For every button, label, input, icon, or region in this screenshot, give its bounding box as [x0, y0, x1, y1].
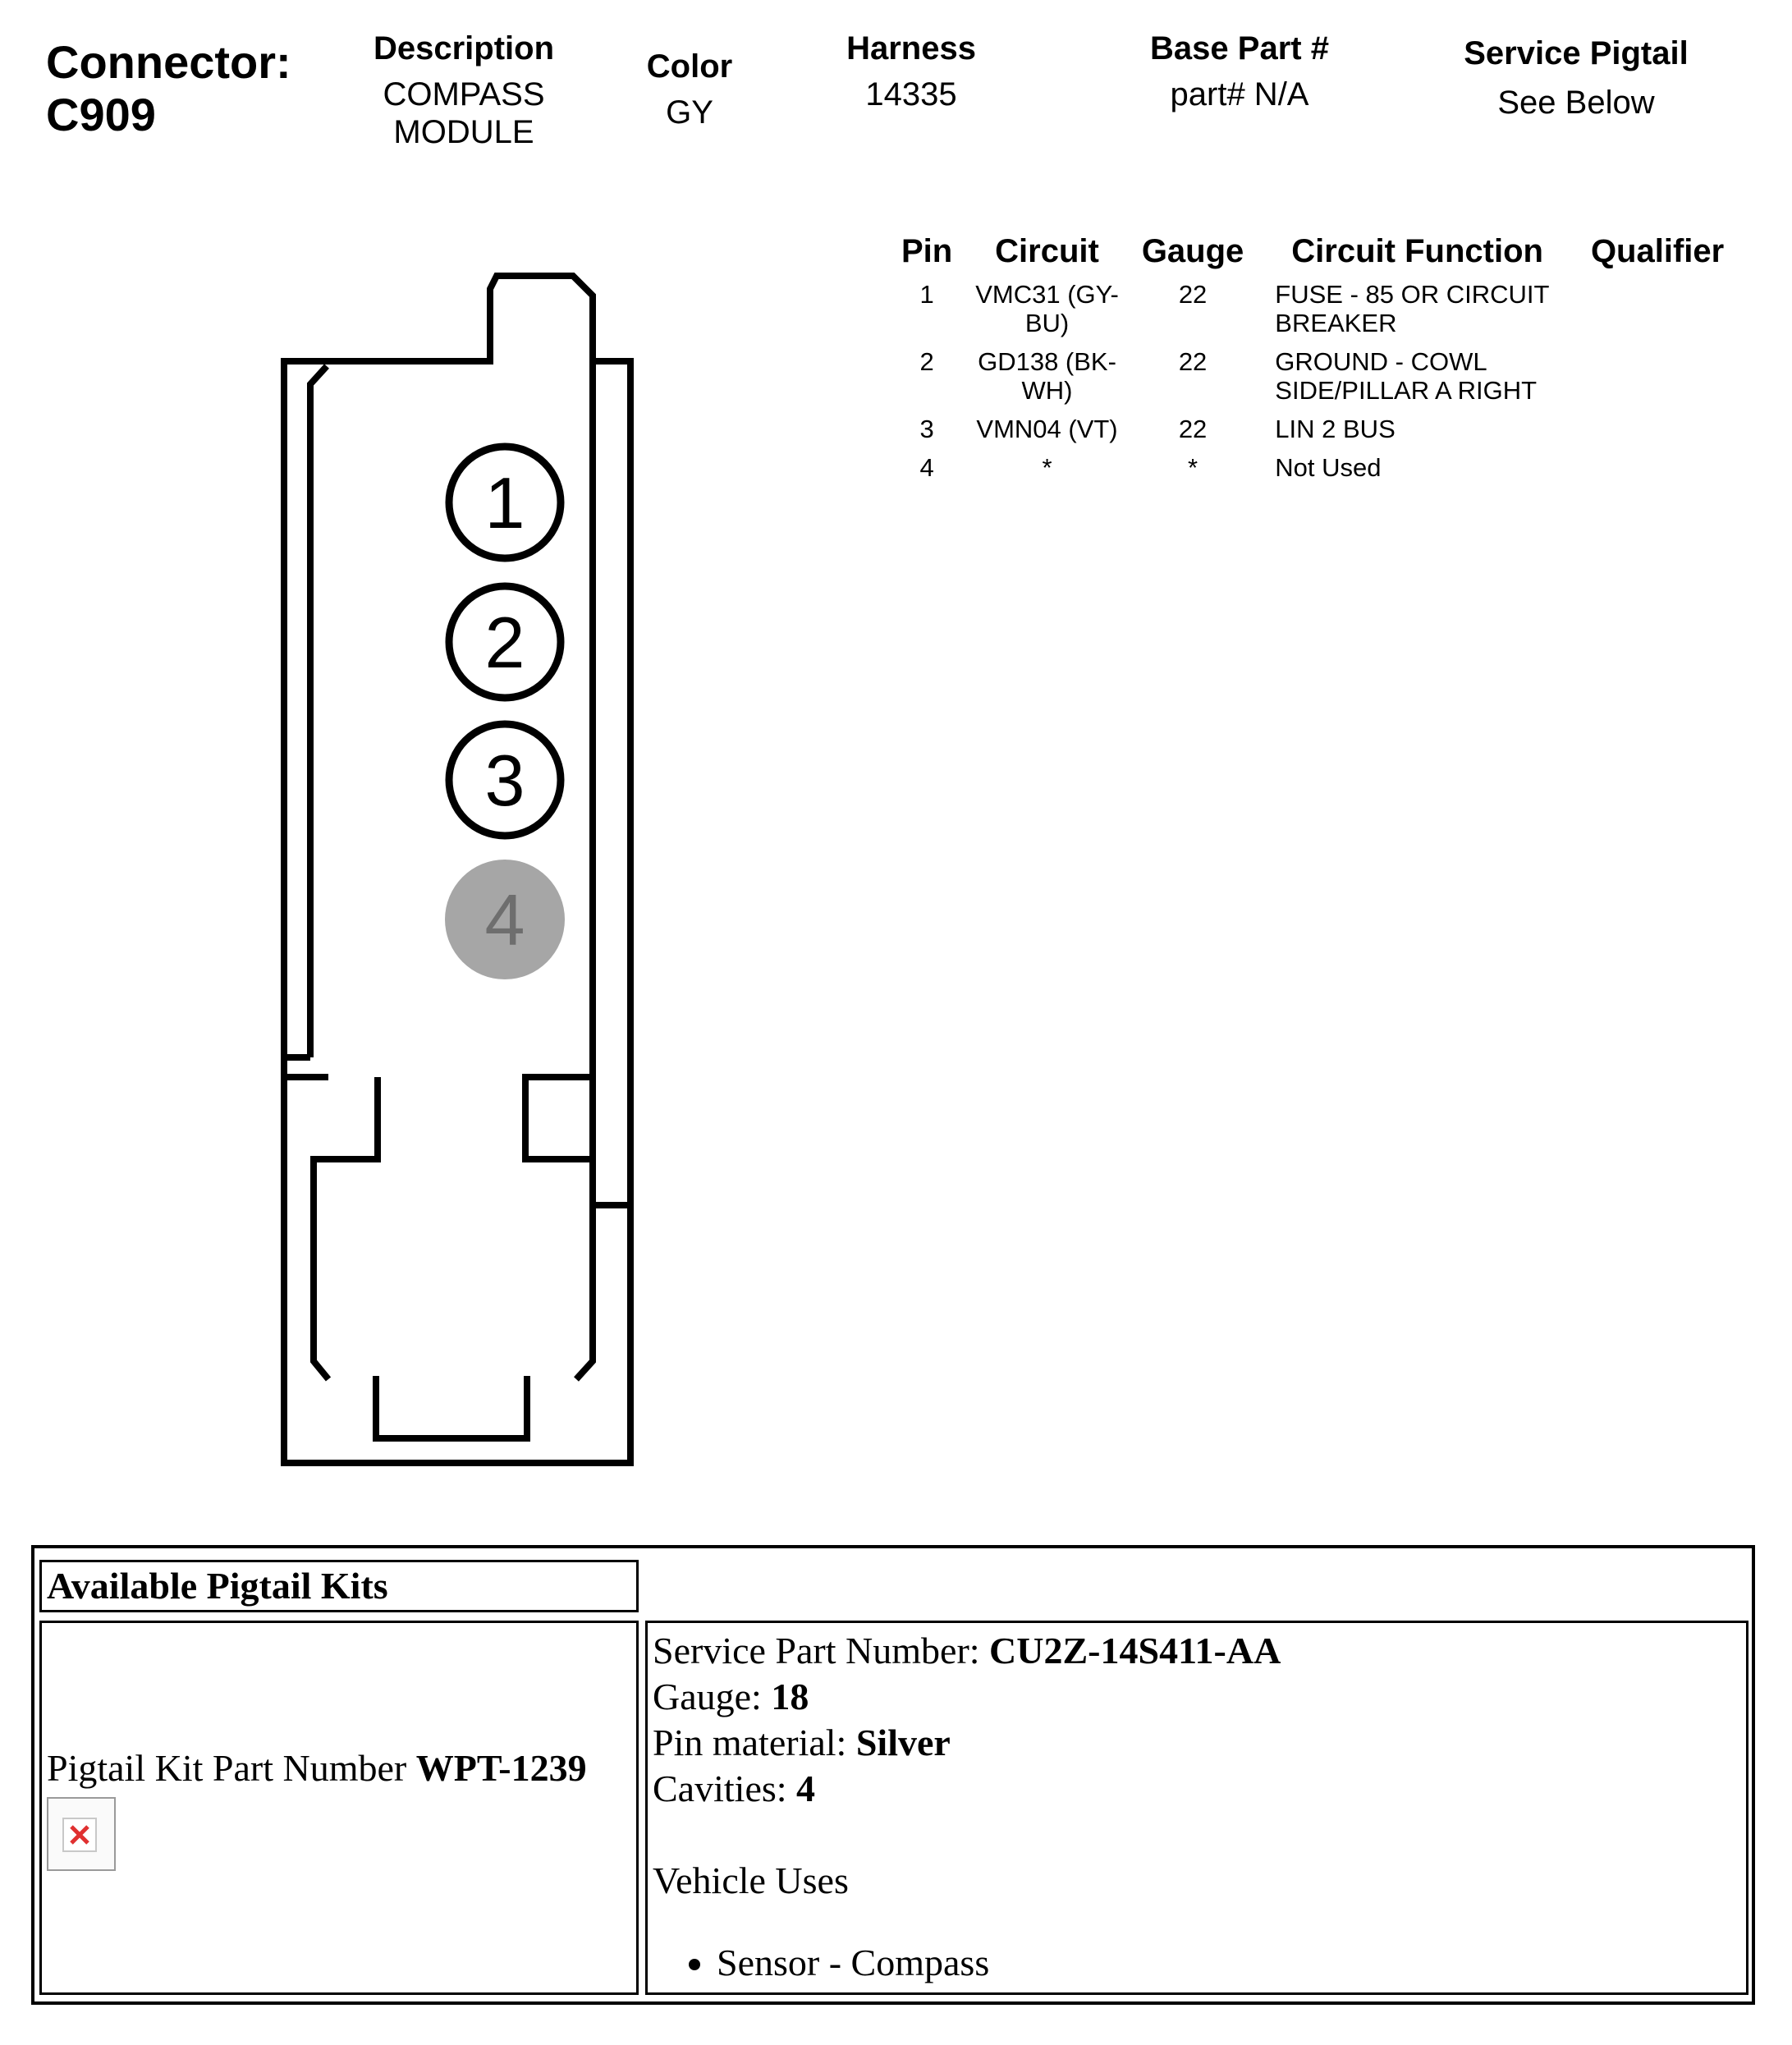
pigtail-gauge: Gauge: 18: [653, 1676, 809, 1717]
list-item: • Sensor - Compass: [717, 1940, 1746, 1986]
base-part-label: Base Part #: [1150, 30, 1329, 66]
pigtail-kit-cell: [39, 1621, 639, 1995]
qualifier-cell: [1576, 347, 1739, 415]
circuit-function-cell: GROUND - COWL SIDE/PILLAR A RIGHT: [1275, 347, 1538, 405]
pigtail-kits-heading: Available Pigtail Kits: [39, 1560, 639, 1612]
gauge-cell: 22: [1178, 280, 1208, 309]
service-pigtail-value: See Below: [1497, 85, 1655, 121]
circuit-function-header: Circuit Function: [1291, 233, 1543, 269]
connector-title: [46, 36, 291, 141]
qualifier-header: Qualifier: [1590, 233, 1725, 269]
pin-cell: 2: [919, 347, 934, 376]
gauge-cell: 22: [1178, 415, 1208, 443]
cavities: Cavities: 4: [653, 1768, 816, 1809]
pigtail-kit-part-number: Pigtail Kit Part Number WPT-1239: [47, 1747, 587, 1789]
circuit-function-cell: FUSE - 85 OR CIRCUIT BREAKER: [1275, 280, 1550, 337]
service-pigtail-label: Service Pigtail: [1464, 35, 1689, 71]
pin-3-label: 3: [484, 740, 525, 821]
harness-label: Harness: [846, 30, 976, 66]
color-value: GY: [666, 94, 713, 131]
table-row: [887, 415, 1739, 453]
circuit-cell: *: [1042, 453, 1052, 482]
table-row: [887, 453, 1739, 492]
harness-column: [813, 30, 1010, 113]
color-column: [620, 48, 759, 131]
circuit-function-cell: Not Used: [1275, 453, 1382, 482]
connector-label: Connector:: [46, 36, 291, 88]
connector-housing-outline: [284, 276, 630, 1463]
service-pigtail-column: [1428, 34, 1724, 122]
pin-cavity-2: [449, 586, 561, 698]
color-label: Color: [646, 48, 733, 85]
pin-cavity-4: [445, 860, 565, 979]
pin-cavity-3: [449, 724, 561, 836]
qualifier-cell: [1576, 415, 1739, 453]
pin-cell: 3: [919, 415, 934, 443]
description-value-line1: COMPASS: [383, 76, 545, 112]
gauge-cell: *: [1188, 453, 1198, 482]
connector-id: C909: [46, 89, 156, 140]
vehicle-uses-list: [653, 1940, 1746, 1986]
qualifier-cell: [1576, 280, 1739, 347]
description-column: [349, 30, 579, 151]
circuit-cell: VMN04 (VT): [976, 415, 1118, 443]
description-value-line2: MODULE: [393, 114, 534, 150]
circuit-cell: VMC31 (GY- BU): [975, 280, 1119, 337]
base-part-column: [1116, 30, 1363, 113]
table-row: [887, 280, 1739, 347]
pin-cell: 4: [919, 453, 934, 482]
base-part-value: part# N/A: [1170, 76, 1309, 112]
pin-cell: 1: [919, 280, 934, 309]
table-row: [887, 347, 1739, 415]
service-part-number: Service Part Number: CU2Z-14S411-AA: [653, 1630, 1281, 1671]
vehicle-uses-label: Vehicle Uses: [653, 1859, 849, 1901]
pin-cavity-1: [449, 447, 561, 558]
circuit-function-cell: LIN 2 BUS: [1275, 415, 1396, 443]
gauge-cell: 22: [1178, 347, 1208, 376]
pigtail-details-cell: [645, 1621, 1748, 1995]
pin-1-label: 1: [484, 462, 525, 543]
broken-image-icon: [47, 1797, 116, 1871]
pin-material: Pin material: Silver: [653, 1722, 951, 1763]
gauge-header: Gauge: [1141, 233, 1244, 269]
pin-table: [887, 233, 1739, 492]
pin-2-label: 2: [484, 602, 525, 683]
pin-4-label: 4: [484, 879, 525, 961]
pin-table-header-row: [887, 233, 1739, 280]
circuit-cell: GD138 (BK- WH): [978, 347, 1116, 405]
pin-header: Pin: [901, 233, 953, 269]
harness-value: 14335: [865, 76, 957, 112]
description-label: Description: [373, 30, 555, 66]
connector-face-diagram: [246, 246, 657, 1478]
circuit-header: Circuit: [995, 233, 1099, 269]
kit-number: WPT-1239: [415, 1747, 587, 1789]
qualifier-cell: [1576, 453, 1739, 492]
